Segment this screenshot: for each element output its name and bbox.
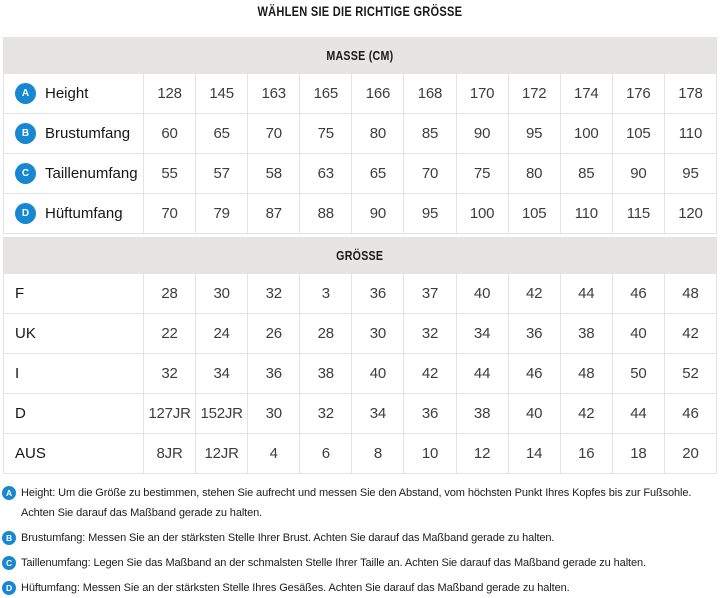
sizes-table: [3, 237, 717, 474]
value-cell: 24: [195, 314, 247, 353]
measurements-table-header: [4, 38, 716, 73]
value-cell: 32: [247, 274, 299, 313]
value-cell: 57: [195, 154, 247, 193]
value-cell: 95: [664, 154, 716, 193]
footnote-text: Hüftumfang: Messen Sie an der stärksten Stelle Ihres Gesäßes. Achten Sie darauf das Maßband gerade zu halten.: [21, 582, 570, 594]
value-cell: 44: [560, 274, 612, 313]
value-cell: 120: [664, 194, 716, 233]
value-cell: 75: [299, 114, 351, 153]
value-cell: 105: [612, 114, 664, 153]
footnote-text: Taillenumfang: Legen Sie das Maßband an der schmalsten Stelle Ihrer Taille an. Achten Sie darauf das Maßband gerade zu halten.: [21, 557, 646, 569]
value-cell: 90: [456, 114, 508, 153]
value-cell: 34: [351, 394, 403, 433]
measure-badge-d-icon: D: [15, 203, 36, 224]
value-cell: 14: [508, 434, 560, 473]
measurements-table-header-text: MASSE (CM): [326, 48, 394, 63]
value-cell: 38: [560, 314, 612, 353]
value-cell: 110: [560, 194, 612, 233]
value-cell: 95: [403, 194, 455, 233]
value-cell: 172: [508, 74, 560, 113]
value-cell: 85: [560, 154, 612, 193]
row-label: D: [15, 405, 26, 422]
footnote-badge-b-icon: B: [2, 531, 16, 545]
value-cell: 3: [299, 274, 351, 313]
measurements-table: [3, 37, 717, 234]
value-cell: 128: [143, 74, 195, 113]
value-cell: 40: [456, 274, 508, 313]
row-label: Hüftumfang: [45, 205, 123, 222]
value-cell: 105: [508, 194, 560, 233]
footnote-text: Height: Um die Größe zu bestimmen, stehen Sie aufrecht und messen Sie den Abstand, vom höchsten Punkt Ihres Kopfes bis zur Fußsohle. Achten Sie darauf das Maßband gerade zu halten.: [21, 487, 692, 519]
value-cell: 44: [612, 394, 664, 433]
value-cell: 42: [508, 274, 560, 313]
value-cell: 55: [143, 154, 195, 193]
value-cell: 166: [351, 74, 403, 113]
footnote-badge-c-icon: C: [2, 556, 16, 570]
table-row: [4, 113, 716, 153]
value-cell: 38: [299, 354, 351, 393]
value-cell: 40: [351, 354, 403, 393]
row-label: Taillenumfang: [45, 165, 138, 182]
value-cell: 42: [560, 394, 612, 433]
value-cell: 70: [247, 114, 299, 153]
value-cell: 48: [664, 274, 716, 313]
value-cell: 88: [299, 194, 351, 233]
footnote-badge-a-icon: A: [2, 486, 16, 500]
measure-badge-c-icon: C: [15, 163, 36, 184]
value-cell: 44: [456, 354, 508, 393]
value-cell: 63: [299, 154, 351, 193]
value-cell: 32: [403, 314, 455, 353]
row-label-cell: [4, 154, 143, 193]
value-cell: 152JR: [195, 394, 247, 433]
value-cell: 4: [247, 434, 299, 473]
row-label: AUS: [15, 445, 46, 462]
value-cell: 100: [560, 114, 612, 153]
value-cell: 16: [560, 434, 612, 473]
value-cell: 46: [612, 274, 664, 313]
value-cell: 28: [299, 314, 351, 353]
value-cell: 75: [456, 154, 508, 193]
table-row: [4, 193, 716, 233]
value-cell: 8JR: [143, 434, 195, 473]
value-cell: 28: [143, 274, 195, 313]
value-cell: 36: [247, 354, 299, 393]
row-label-cell: [4, 354, 143, 393]
sizes-table-header: [4, 238, 716, 273]
table-row: [4, 393, 716, 433]
value-cell: 90: [612, 154, 664, 193]
value-cell: 30: [247, 394, 299, 433]
value-cell: 87: [247, 194, 299, 233]
value-cell: 30: [351, 314, 403, 353]
value-cell: 42: [403, 354, 455, 393]
row-label-cell: [4, 274, 143, 313]
row-label-cell: [4, 434, 143, 473]
measure-badge-b-icon: B: [15, 123, 36, 144]
value-cell: 80: [508, 154, 560, 193]
value-cell: 100: [456, 194, 508, 233]
value-cell: 165: [299, 74, 351, 113]
value-cell: 176: [612, 74, 664, 113]
footnote: [2, 553, 718, 573]
value-cell: 168: [403, 74, 455, 113]
table-row: [4, 153, 716, 193]
row-label-cell: [4, 114, 143, 153]
row-label: UK: [15, 325, 36, 342]
value-cell: 18: [612, 434, 664, 473]
sizes-table-header-text: GRÖSSE: [336, 248, 384, 263]
footnote: [2, 528, 718, 548]
value-cell: 36: [351, 274, 403, 313]
value-cell: 65: [351, 154, 403, 193]
value-cell: 70: [403, 154, 455, 193]
row-label-cell: [4, 74, 143, 113]
value-cell: 20: [664, 434, 716, 473]
value-cell: 46: [664, 394, 716, 433]
value-cell: 32: [143, 354, 195, 393]
value-cell: 127JR: [143, 394, 195, 433]
value-cell: 8: [351, 434, 403, 473]
value-cell: 95: [508, 114, 560, 153]
value-cell: 10: [403, 434, 455, 473]
row-label: F: [15, 285, 25, 302]
value-cell: 163: [247, 74, 299, 113]
value-cell: 52: [664, 354, 716, 393]
page-title-text: WÄHLEN SIE DIE RICHTIGE GRÖSSE: [257, 4, 463, 19]
table-row: [4, 73, 716, 113]
value-cell: 80: [351, 114, 403, 153]
value-cell: 70: [143, 194, 195, 233]
value-cell: 32: [299, 394, 351, 433]
table-row: [4, 273, 716, 313]
value-cell: 174: [560, 74, 612, 113]
footnote-badge-d-icon: D: [2, 581, 16, 595]
row-label: Height: [45, 85, 89, 102]
value-cell: 110: [664, 114, 716, 153]
measurements-table-body: [4, 73, 716, 233]
value-cell: 6: [299, 434, 351, 473]
footnote-text: Brustumfang: Messen Sie an der stärksten Stelle Ihrer Brust. Achten Sie darauf das Maßband gerade zu halten.: [21, 532, 555, 544]
value-cell: 50: [612, 354, 664, 393]
value-cell: 90: [351, 194, 403, 233]
value-cell: 115: [612, 194, 664, 233]
value-cell: 36: [403, 394, 455, 433]
value-cell: 46: [508, 354, 560, 393]
value-cell: 37: [403, 274, 455, 313]
row-label-cell: [4, 394, 143, 433]
value-cell: 42: [664, 314, 716, 353]
value-cell: 36: [508, 314, 560, 353]
value-cell: 58: [247, 154, 299, 193]
measure-badge-a-icon: A: [15, 83, 36, 104]
table-row: [4, 313, 716, 353]
value-cell: 12: [456, 434, 508, 473]
value-cell: 65: [195, 114, 247, 153]
measurement-footnotes: [2, 483, 718, 598]
value-cell: 60: [143, 114, 195, 153]
value-cell: 26: [247, 314, 299, 353]
value-cell: 170: [456, 74, 508, 113]
value-cell: 12JR: [195, 434, 247, 473]
page-title: [0, 0, 720, 37]
value-cell: 48: [560, 354, 612, 393]
row-label: I: [15, 365, 20, 382]
table-row: [4, 353, 716, 393]
value-cell: 178: [664, 74, 716, 113]
value-cell: 40: [508, 394, 560, 433]
value-cell: 30: [195, 274, 247, 313]
value-cell: 34: [456, 314, 508, 353]
value-cell: 22: [143, 314, 195, 353]
sizes-table-body: [4, 273, 716, 473]
value-cell: 85: [403, 114, 455, 153]
row-label: Brustumfang: [45, 125, 131, 142]
footnote: [2, 578, 718, 598]
value-cell: 40: [612, 314, 664, 353]
value-cell: 38: [456, 394, 508, 433]
value-cell: 79: [195, 194, 247, 233]
row-label-cell: [4, 314, 143, 353]
table-row: [4, 433, 716, 473]
value-cell: 34: [195, 354, 247, 393]
row-label-cell: [4, 194, 143, 233]
value-cell: 145: [195, 74, 247, 113]
footnote: [2, 483, 718, 523]
